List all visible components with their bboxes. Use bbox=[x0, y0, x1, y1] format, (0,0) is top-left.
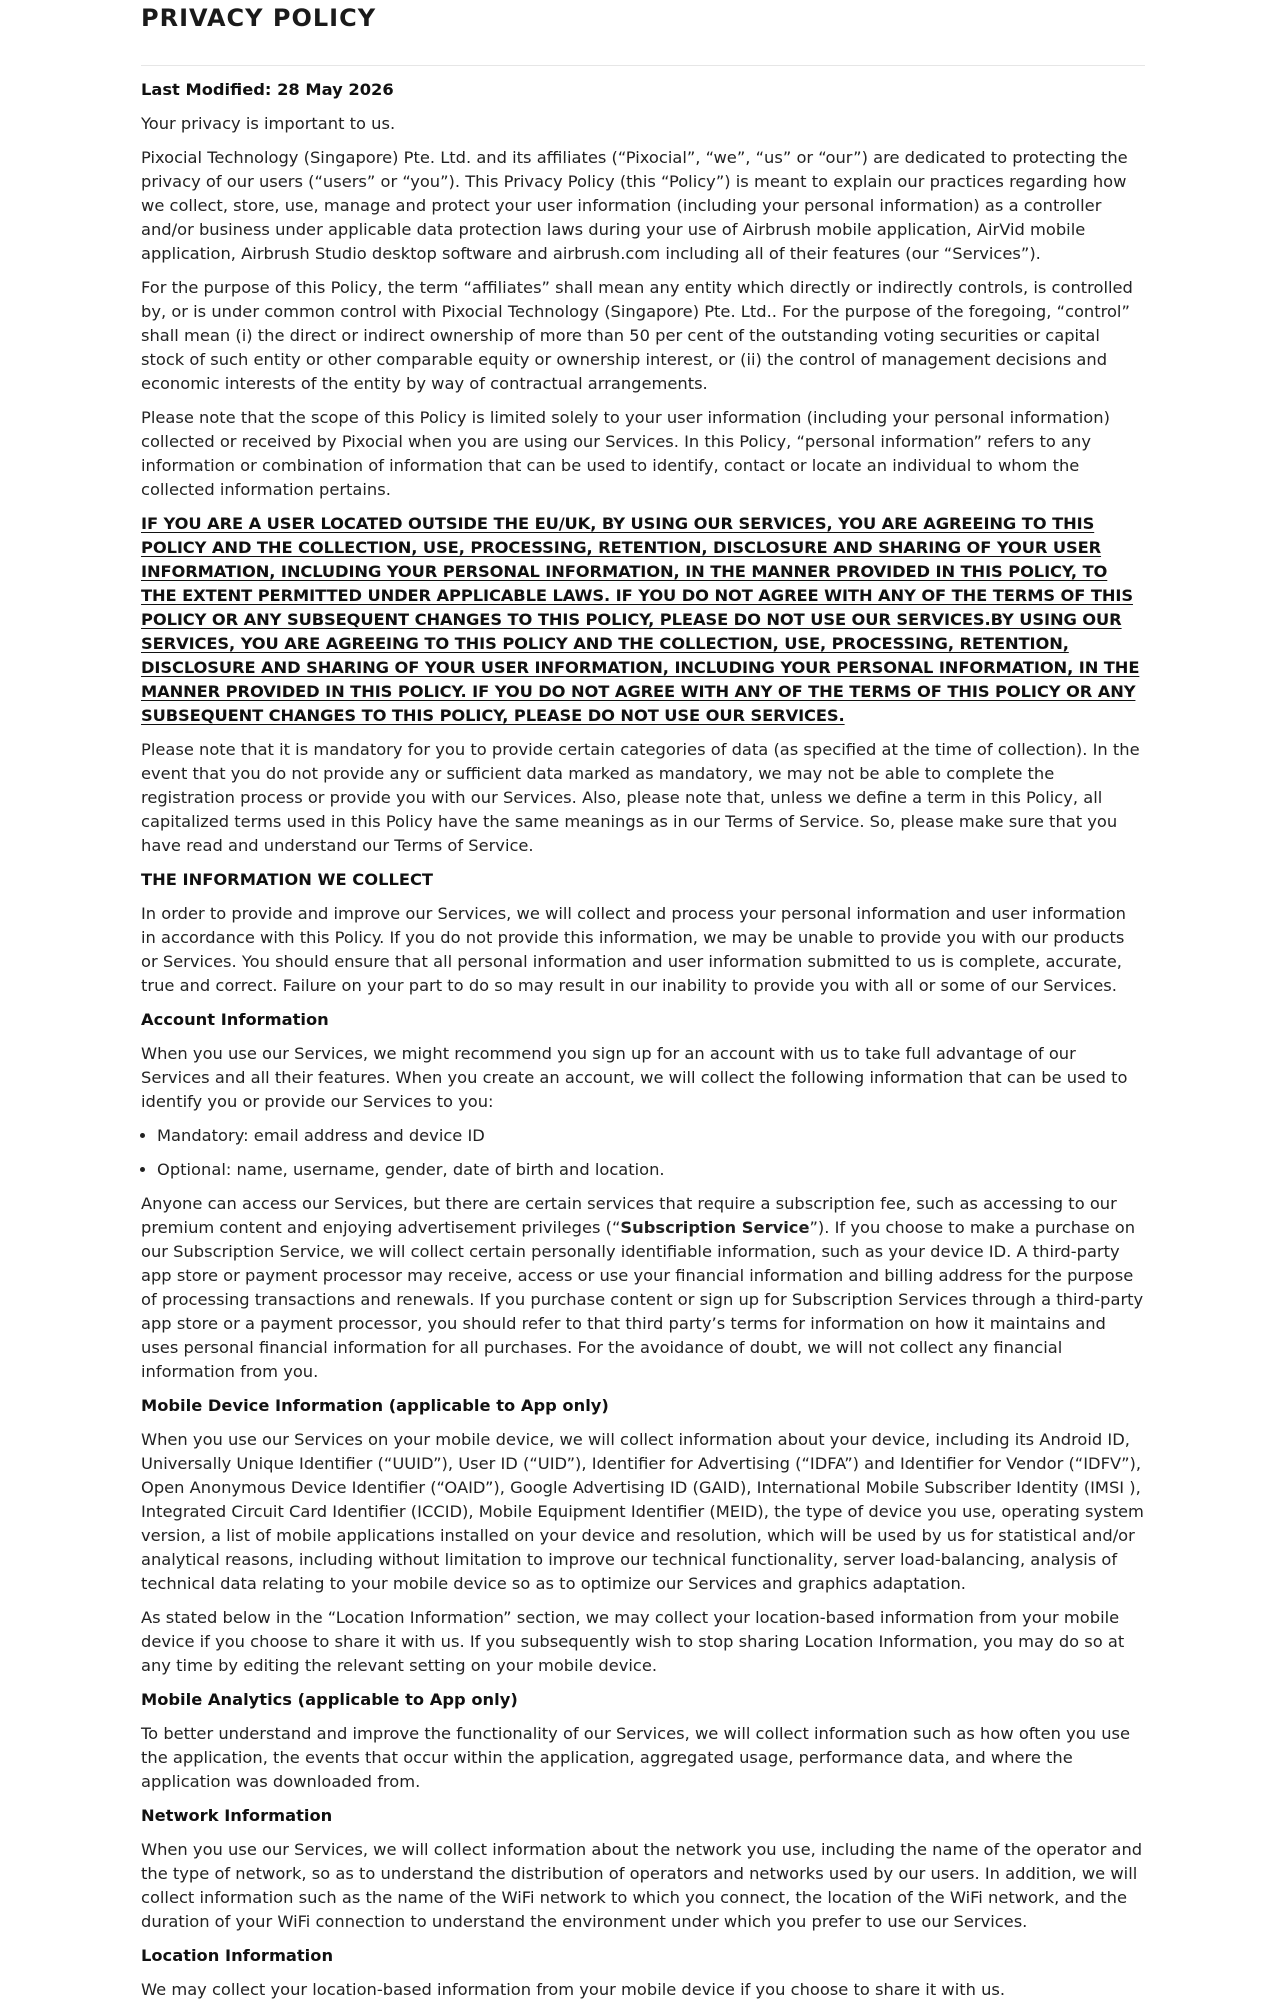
collect-paragraph-1: In order to provide and improve our Services, we will collect and process your personal information and user information in accordance with this Policy. If you do not provide this information, we may be unable to provide you with our products or Services. You should ensure that all personal information and user information submitted to us is complete, accurate, true and correct. Failure on your part to do so may result in our inability to provide you with all or some of our Services. bbox=[141, 904, 1126, 995]
mobile-analytics-paragraph-1: To better understand and improve the functionality of our Services, we will collect information such as how often you use the application, the events that occur within the application, aggregated usage, performance data, and where the application was downloaded from. bbox=[141, 1724, 1131, 1791]
list-item: • Optional: name, username, gender, date of birth and location. bbox=[157, 1158, 1145, 1182]
account-paragraph-2-end: ”). If you choose to make a purchase on our Subscription Service, we will collect certain personally identifiable information, such as your device ID. A third-party app store or payment processor may receive, access or use your financial information and billing address for the purpose of processing transactions and renewals. If you purchase content or sign up for Subscription Services through a third-party app store or a payment processor, you should refer to that third party’s terms for information on how it maintains and uses personal financial information for all purchases. For the avoidance of doubt, we will not collect any financial information from you. bbox=[141, 1218, 1144, 1381]
page-title: PRIVACY POLICY bbox=[141, 4, 377, 32]
consent-notice bbox=[141, 512, 1145, 728]
intro-paragraph-3: For the purpose of this Policy, the term “affiliates” shall mean any entity which directly or indirectly controls, is controlled by, or is under common control with Pixocial Technology (Singapore) Pte. Ltd.. For the purpose of the foregoing, “control” shall mean (i) the direct or indirect ownership of more than 50 per cent of the outstanding voting securities or capital stock of such entity or other comparable equity or ownership interest, or (ii) the control of management decisions and economic interests of the entity by way of contractual arrangements. bbox=[141, 278, 1133, 393]
account-paragraph-2-start: Anyone can access our Services, but there are certain services that require a subscription fee, such as accessing to our premium content and enjoying advertisement privileges (“ bbox=[141, 1194, 1117, 1237]
policy-page bbox=[141, 0, 1145, 2002]
section-heading-information-we-collect: THE INFORMATION WE COLLECT bbox=[141, 870, 434, 889]
mobile-device-paragraph-1: When you use our Services on your mobile device, we will collect information about your device, including its Android ID, Universally Unique Identifier (“UUID”), User ID (“UID”), Identifier for Advertising (“IDFA”) and Identifier for Vendor (“IDFV”), Open Anonymous Device Identifier (“OAID”), Google Advertising ID (GAID), International Mobile Subscriber Identity (IMSI ), Integrated Circuit Card Identifier (ICCID), Mobile Equipment Identifier (MEID), the type of device you use, operating system version, a list of mobile applications installed on your device and resolution, which will be used by us for statistical and/or analytical reasons, including without limitation to improve our technical functionality, server load-balancing, analysis of technical data relating to your mobile device so as to optimize our Services and graphics adaptation. bbox=[141, 1430, 1144, 1593]
account-paragraph-2 bbox=[141, 1192, 1145, 1384]
mobile-device-paragraph-2: As stated below in the “Location Information” section, we may collect your location-based information from your mobile device if you choose to share it with us. If you subsequently wish to stop sharing Location Information, you may do so at any time by editing the relevant setting on your mobile device. bbox=[141, 1608, 1125, 1675]
consent-notice-outside-eu: IF YOU ARE A USER LOCATED OUTSIDE THE EU/UK, BY USING OUR SERVICES, YOU ARE AGREEING TO THIS POLICY AND THE COLLECTION, USE, PROCESSING, RETENTION, DISCLOSURE AND SHARING OF YOUR USER INFORMATION, INCLUDING YOUR PERSONAL INFORMATION, IN THE MANNER PROVIDED IN THIS POLICY, TO THE EXTENT PERMITTED UNDER APPLICABLE LAWS. IF YOU DO NOT AGREE WITH ANY OF THE TERMS OF THIS POLICY OR ANY SUBSEQUENT CHANGES TO THIS POLICY, PLEASE DO NOT USE OUR SERVICES. bbox=[141, 514, 1133, 629]
subheading-mobile-analytics: Mobile Analytics (applicable to App only) bbox=[141, 1690, 518, 1709]
account-bullet-list bbox=[141, 1124, 1145, 1182]
location-paragraph-1: We may collect your location-based information from your mobile device if you choose to share it with us. bbox=[141, 1980, 1006, 1999]
intro-paragraph-1: Your privacy is important to us. bbox=[141, 114, 396, 133]
title-divider bbox=[141, 65, 1145, 66]
account-paragraph-1: When you use our Services, we might recommend you sign up for an account with us to take full advantage of our Services and all their features. When you create an account, we will collect the following information that can be used to identify you or provide our Services to you: bbox=[141, 1044, 1128, 1111]
policy-content bbox=[141, 78, 1145, 2002]
network-paragraph-1: When you use our Services, we will collect information about the network you use, including the name of the operator and the type of network, so as to understand the distribution of operators and networks used by our users. In addition, we will collect information such as the name of the WiFi network to which you connect, the location of the WiFi network, and the duration of your WiFi connection to understand the environment under which you prefer to use our Services. bbox=[141, 1840, 1143, 1931]
subheading-mobile-device-information: Mobile Device Information (applicable to App only) bbox=[141, 1396, 609, 1415]
intro-paragraph-4: Please note that the scope of this Policy is limited solely to your user information (including your personal information) collected or received by Pixocial when you are using our Services. In this Policy, “personal information” refers to any information or combination of information that can be used to identify, contact or locate an individual to whom the collected information pertains. bbox=[141, 408, 1110, 499]
subheading-account-information: Account Information bbox=[141, 1010, 329, 1029]
intro-paragraph-5: Please note that it is mandatory for you to provide certain categories of data (as specified at the time of collection). In the event that you do not provide any or sufficient data marked as mandatory, we may not be able to complete the registration process or provide you with our Services. Also, please note that, unless we define a term in this Policy, all capitalized terms used in this Policy have the same meanings as in our Terms of Service. So, please make sure that you have read and understand our Terms of Service. bbox=[141, 740, 1140, 855]
intro-paragraph-2: Pixocial Technology (Singapore) Pte. Ltd. and its affiliates (“Pixocial”, “we”, “us” or “our”) are dedicated to protecting the privacy of our users (“users” or “you”). This Privacy Policy (this “Policy”) is meant to explain our practices regarding how we collect, store, use, manage and protect your user information (including your personal information) as a controller and/or business under applicable data protection laws during your use of Airbrush mobile application, AirVid mobile application, Airbrush Studio desktop software and airbrush.com including all of their features (our “Services”). bbox=[141, 148, 1128, 263]
last-modified: Last Modified: 28 May 2026 bbox=[141, 80, 394, 99]
subheading-location-information: Location Information bbox=[141, 1946, 334, 1965]
subscription-service-term: Subscription Service bbox=[620, 1218, 810, 1237]
list-item: • Mandatory: email address and device ID bbox=[157, 1124, 1145, 1148]
subheading-network-information: Network Information bbox=[141, 1806, 333, 1825]
consent-notice-general: BY USING OUR SERVICES, YOU ARE AGREEING TO THIS POLICY AND THE COLLECTION, USE, PROCESSING, RETENTION, DISCLOSURE AND SHARING OF YOUR USER INFORMATION, INCLUDING YOUR PERSONAL INFORMATION, IN THE MANNER PROVIDED IN THIS POLICY. IF YOU DO NOT AGREE WITH ANY OF THE TERMS OF THIS POLICY OR ANY SUBSEQUENT CHANGES TO THIS POLICY, PLEASE DO NOT USE OUR SERVICES. bbox=[141, 610, 1140, 725]
